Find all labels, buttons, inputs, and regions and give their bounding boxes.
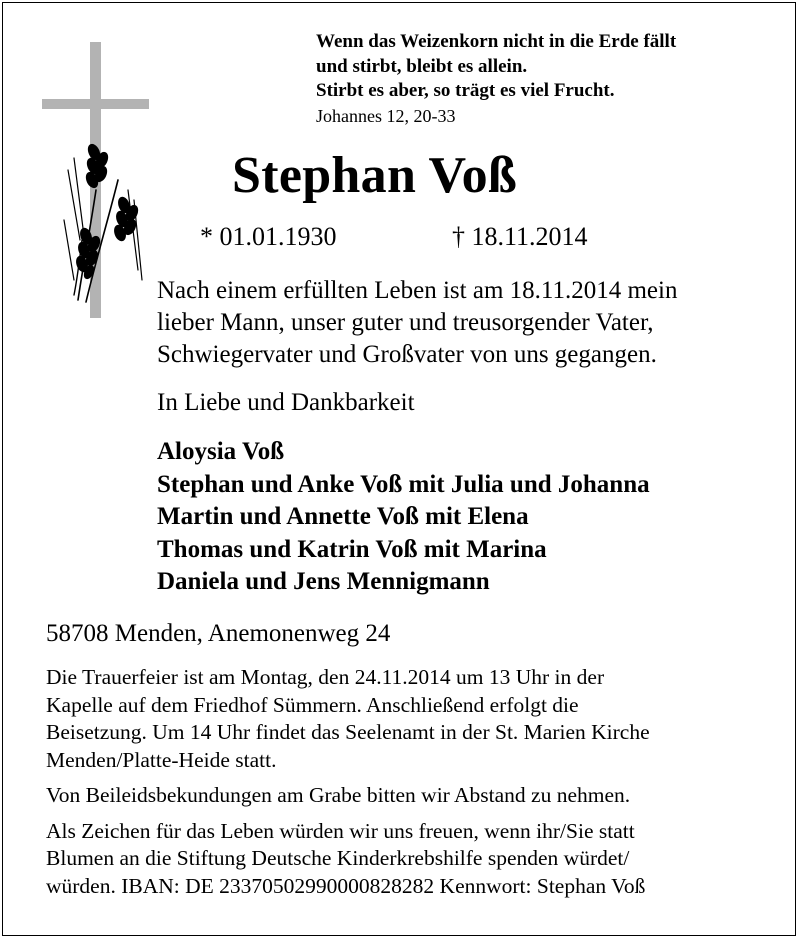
condolence-note: [46, 782, 786, 810]
info-line: Beisetzung. Um 14 Uhr findet das Seelenamt in der St. Marien Kirche: [46, 720, 650, 744]
funeral-information: [46, 664, 786, 908]
info-line: Von Beileidsbekundungen am Grabe bitten wir Abstand zu nehmen.: [46, 783, 631, 807]
message-line: Schwiegervater und Großvater von uns gegangen.: [157, 341, 657, 368]
info-line: Die Trauerfeier ist am Montag, den 24.11.2014 um 13 Uhr in der: [46, 665, 605, 689]
wheat-ears-icon: [64, 143, 142, 302]
funeral-details: [46, 664, 786, 774]
greeting: In Liebe und Dankbarkeit: [157, 389, 415, 416]
message-line: lieber Mann, unser guter und treusorgender Vater,: [157, 309, 654, 336]
signers-list: [157, 436, 787, 599]
signer: Aloysia Voß: [157, 438, 285, 465]
message-line: Nach einem erfüllten Leben ist am 18.11.2014 mein: [157, 277, 678, 304]
info-line: Kapelle auf dem Friedhof Sümmern. Anschließend erfolgt die: [46, 692, 579, 717]
verse-line: Wenn das Weizenkorn nicht in die Erde fällt: [316, 31, 677, 52]
bible-verse: [316, 30, 786, 128]
death-date: † 18.11.2014: [452, 222, 588, 251]
info-line: würden. IBAN: DE 23370502990000828282 Kennwort: Stephan Voß: [46, 873, 646, 898]
signer: Daniela und Jens Mennigmann: [157, 568, 490, 595]
signer: Thomas und Katrin Voß mit Marina: [157, 535, 547, 563]
info-line: Als Zeichen für das Leben würden wir uns freuen, wenn ihr/Sie statt: [46, 818, 635, 843]
cross-with-wheat-icon: [38, 40, 153, 320]
info-line: Blumen an die Stiftung Deutsche Kinderkrebshilfe spenden würdet/: [46, 846, 630, 870]
birth-date: * 01.01.1930: [200, 222, 337, 251]
deceased-name: Stephan Voß: [232, 147, 518, 204]
verse-reference: Johannes 12, 20-33: [316, 105, 456, 126]
signer: Martin und Annette Voß mit Elena: [157, 503, 529, 530]
obituary-message: [157, 275, 787, 371]
signer: Stephan und Anke Voß mit Julia und Johanna: [157, 470, 650, 498]
donation-note: [46, 818, 786, 901]
verse-line: Stirbt es aber, so trägt es viel Frucht.: [316, 80, 615, 101]
info-line: Menden/Platte-Heide statt.: [46, 747, 277, 772]
verse-line: und stirbt, bleibt es allein.: [316, 55, 528, 77]
address: 58708 Menden, Anemonenweg 24: [46, 620, 391, 647]
